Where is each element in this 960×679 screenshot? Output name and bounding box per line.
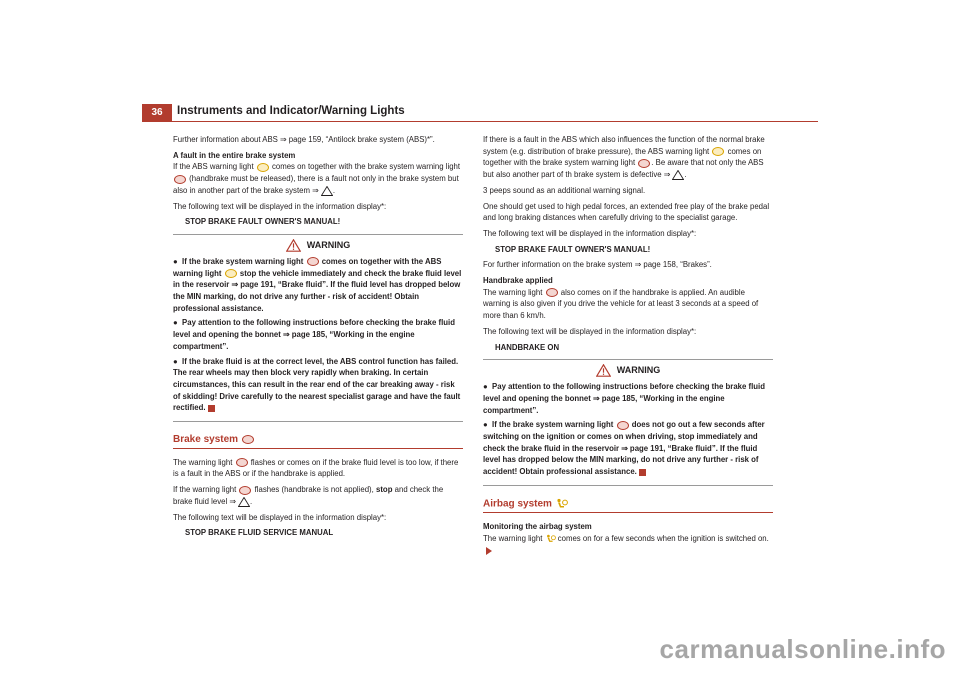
abs-warning-light-icon [257,163,269,172]
brake-warning-light-icon [546,288,558,297]
subheading-handbrake: Handbrake applied [483,276,553,286]
section-end-icon [208,405,215,412]
section-end-icon [639,469,646,476]
section-heading-airbag-system: Airbag system [483,498,773,513]
warning-box [483,359,773,486]
warning-triangle-icon [286,239,301,252]
page-number: 36 [142,104,172,121]
brake-flash-text: If the warning light flashes (handbrake is not applied), stop and check the brake fluid level ⇒ . [173,485,444,506]
airbag-text: The warning light comes on for a few seconds when the ignition is switched on. [483,533,773,556]
brake-warning-light-icon [239,486,251,495]
info-display-text: The following text will be displayed in the information display*: [483,326,697,336]
brake-warning-light-icon [617,421,629,430]
airbag-icon [555,498,568,510]
abs-fault-text: If there is a fault in the ABS which also influences the function of the normal brake system (e.g. distribution of brake pressure), the ABS warning light comes on together with the brake system warning light . Be aware that not only the ABS but also another part of th brake system is defective ⇒ . [483,135,765,180]
warning-triangle-icon [321,186,333,196]
info-display-text: The following text will be displayed in the information display*: [483,228,697,238]
brake-warning-light-icon [638,159,650,168]
warning-triangle-icon [672,170,684,180]
warning-heading: WARNING [173,239,463,252]
brake-warning-light-icon [236,458,248,467]
warning-box [173,234,463,422]
abs-warning-light-icon [225,269,237,278]
brake-warning-light-icon [307,257,319,266]
right-column [483,134,773,560]
warning-item: ● Pay attention to the following instructions before checking the brake fluid level and opening the bonnet ⇒ page 185, “Working in the engine compartment”. [173,318,455,351]
chapter-title: Instruments and Indicator/Warning Lights [177,105,405,117]
info-display-text: The following text will be displayed in the information display*: [173,512,387,522]
display-message: HANDBRAKE ON [495,342,560,352]
warning-heading: WARNING [483,364,773,377]
pedal-force-text: One should get used to high pedal forces, an extended free play of the brake pedal and long braking distances when carefully driving to the specialist garage. [483,201,770,223]
brake-warning-light-icon [174,175,186,184]
warning-item: ● If the brake system warning light does not go out a few seconds after switching on the ignition or comes on when driving, stop immediately and check the brake fluid in the reservoir ⇒ page 191, “Brake fluid”. If the fluid level has dropped below the MIN marking, do not drive any further - risk of accident! Obtain professional assistance. [483,420,765,477]
warning-item: ● Pay attention to the following instructions before checking the brake fluid level and opening the bonnet ⇒ page 185, “Working in the engine compartment”. [483,382,765,415]
handbrake-text: The warning light also comes on if the handbrake is applied. An audible warning is also given if you drive the vehicle for at least 3 seconds at a speed of more than 6 km/h. [483,287,759,321]
brake-system-text: The warning light flashes or comes on if the brake fluid level is too low, if there is a fault in the ABS or if the handbrake is applied. [173,457,459,479]
brakes-info-text: For further information on the brake system ⇒ page 158, “Brakes”. [483,260,712,270]
warning-item: ● If the brake fluid is at the correct level, the ABS control function has failed. The rear wheels may then block very rapidly when braking. In certain circumstances, this can result in the rear end of the car breaking away - risk of skidding! Drive carefully to the nearest specialist garage and have the fault rectified. [173,356,461,413]
display-message: STOP BRAKE FAULT OWNER'S MANUAL! [495,244,651,254]
subheading-brake-fault: A fault in the entire brake system [173,150,296,160]
brake-warning-light-icon [242,435,254,444]
watermark: carmanualsonline.info [659,634,946,664]
header-rule [142,121,818,122]
warning-item: ● If the brake system warning light comes on together with the ABS warning light stop the vehicle immediately and check the brake fluid level in the reservoir ⇒ page 191, “Brake fluid”. If the fluid level has dropped below the MIN marking, do not drive any further - risk of accident! Obtain professional assistance. [173,256,462,313]
peeps-text: 3 peeps sound as an additional warning signal. [483,185,646,195]
left-column [173,134,463,543]
airbag-icon [545,534,556,544]
continue-arrow-icon [486,547,492,555]
abs-warning-light-icon [712,147,724,156]
warning-triangle-icon [238,497,250,507]
brake-fault-text: If the ABS warning light comes on together with the brake system warning light (handbrake must be released), there is a fault not only in the brake system but also in another part of the brake system ⇒ . [173,162,461,195]
abs-info-text: Further information about ABS ⇒ page 159, “Antilock brake system (ABS)*”. [173,135,435,144]
display-message: STOP BRAKE FAULT OWNER'S MANUAL! [185,217,341,227]
subheading-airbag-monitoring: Monitoring the airbag system [483,522,592,532]
section-heading-brake-system: Brake system [173,434,463,449]
warning-triangle-icon [596,364,611,377]
info-display-text: The following text will be displayed in the information display*: [173,201,387,211]
display-message: STOP BRAKE FLUID SERVICE MANUAL [185,528,334,538]
